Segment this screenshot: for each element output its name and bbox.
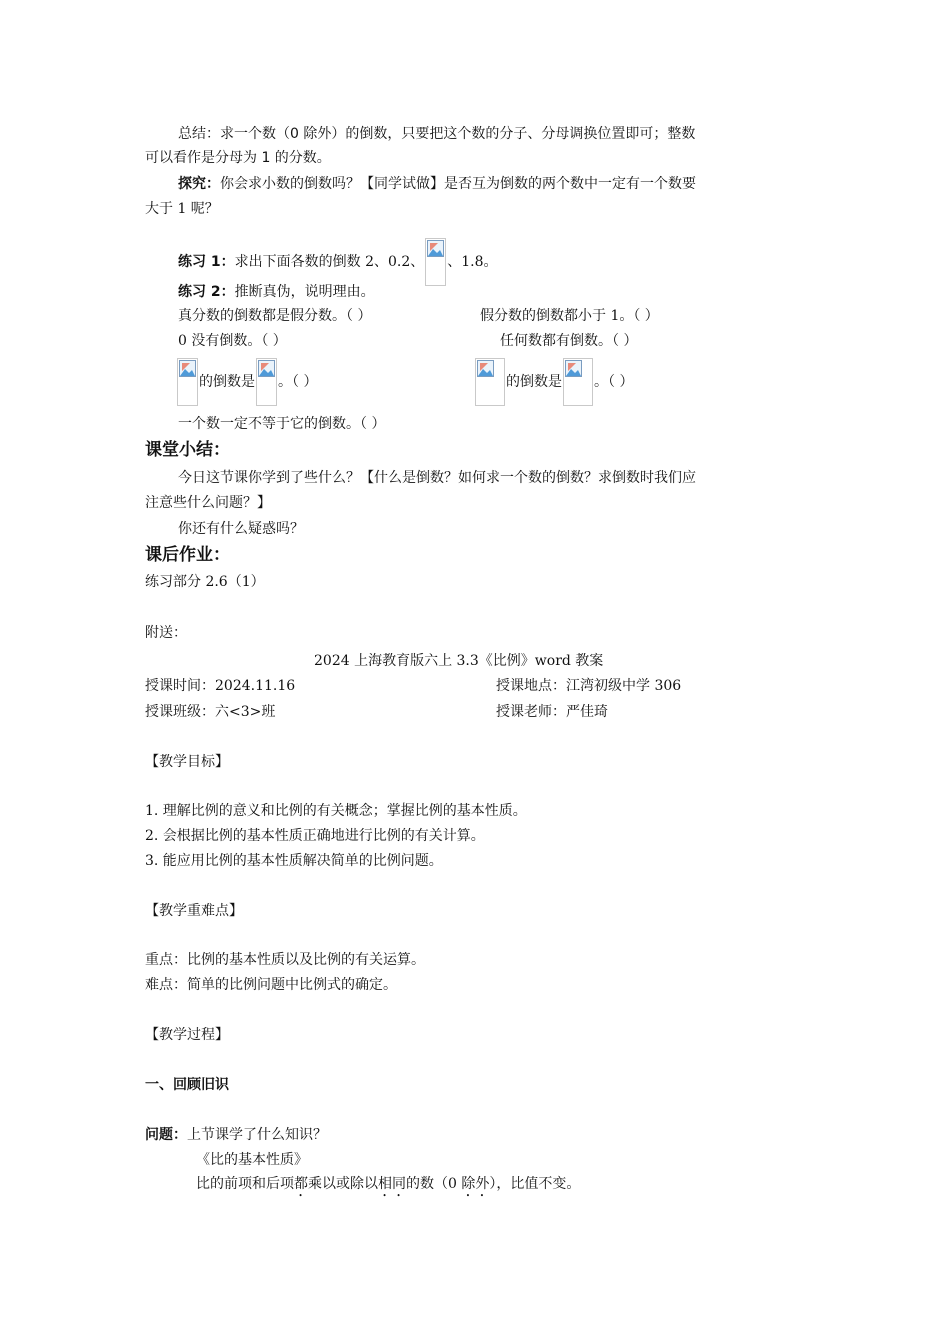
statement-5 bbox=[176, 358, 317, 406]
broken-image-icon bbox=[425, 238, 446, 286]
property-part: 的数（0 bbox=[406, 1176, 462, 1192]
explore-line-1 bbox=[178, 174, 696, 194]
summary-line-2: 可以看作是分母为 1 的分数。 bbox=[145, 150, 331, 166]
goal-item: 1. 理解比例的意义和比例的有关概念；掌握比例的基本性质。 bbox=[145, 803, 527, 819]
key-points-heading: 【教学重难点】 bbox=[145, 903, 243, 919]
goals-heading: 【教学目标】 bbox=[145, 754, 229, 770]
broken-image-icon bbox=[177, 358, 198, 406]
lesson-class: 授课班级：六<3>班 bbox=[145, 704, 276, 720]
question-text: 上节课学了什么知识？ bbox=[187, 1127, 327, 1143]
summary-text-1: 求一个数（0 除外）的倒数，只要把这个数的分子、分母调换位置即可；整数 bbox=[220, 126, 696, 142]
lesson-teacher: 授课老师：严佳琦 bbox=[496, 704, 608, 720]
key-point: 重点：比例的基本性质以及比例的有关运算。 bbox=[145, 952, 425, 968]
exercise-1-text-b: 、1.8。 bbox=[447, 254, 498, 270]
exercise-1-label: 练习 1： bbox=[178, 254, 235, 270]
appendix-label: 附送： bbox=[145, 625, 187, 641]
statement-2: 假分数的倒数都小于 1。（ ） bbox=[480, 308, 659, 324]
goal-item: 3. 能应用比例的基本性质解决简单的比例问题。 bbox=[145, 853, 443, 869]
property-part: ），比值不变。 bbox=[489, 1176, 581, 1192]
property-part: 比的前项和后项 bbox=[196, 1176, 294, 1192]
property-part: 乘以或除以 bbox=[308, 1176, 378, 1192]
lesson-time: 授课时间：2024.11.16 bbox=[145, 678, 296, 694]
statement-7: 一个数一定不等于它的倒数。（ ） bbox=[178, 416, 386, 432]
property-emphasis: 除外 bbox=[461, 1176, 490, 1192]
property-title: 《比的基本性质》 bbox=[196, 1152, 308, 1168]
homework-text: 练习部分 2.6（1） bbox=[145, 574, 265, 590]
class-summary-line-2: 注意些什么问题？】 bbox=[145, 495, 271, 511]
summary-line-1 bbox=[178, 124, 695, 144]
broken-image-icon bbox=[475, 358, 505, 406]
property-statement bbox=[196, 1172, 580, 1200]
process-heading: 【教学过程】 bbox=[145, 1027, 229, 1043]
summary-label: 总结： bbox=[178, 126, 220, 142]
explore-text-1: 你会求小数的倒数吗？【同学试做】是否互为倒数的两个数中一定有一个数要 bbox=[220, 176, 696, 192]
exercise-1-text-a: 求出下面各数的倒数 2、0.2、 bbox=[234, 254, 425, 270]
statement-1: 真分数的倒数都是假分数。（ ） bbox=[178, 308, 372, 324]
goal-item: 2. 会根据比例的基本性质正确地进行比例的有关计算。 bbox=[145, 828, 485, 844]
broken-image-icon bbox=[563, 358, 593, 406]
exercise-2-intro bbox=[178, 282, 375, 302]
explore-line-2: 大于 1 呢？ bbox=[145, 201, 219, 217]
class-summary-line-1: 今日这节课你学到了些什么？【什么是倒数？如何求一个数的倒数？求倒数时我们应 bbox=[178, 470, 696, 486]
class-summary-line-3: 你还有什么疑惑吗？ bbox=[178, 521, 304, 537]
question-label: 问题： bbox=[145, 1127, 187, 1143]
homework-heading: 课后作业： bbox=[145, 545, 230, 565]
exercise-2-intro-text: 推断真伪，说明理由。 bbox=[234, 284, 375, 300]
statement-3: 0 没有倒数。（ ） bbox=[178, 333, 287, 349]
statement-6-text-a: 的倒数是 bbox=[506, 374, 562, 390]
exercise-1 bbox=[178, 238, 498, 286]
review-heading: 一、回顾旧识 bbox=[145, 1077, 229, 1093]
property-emphasis: 相同 bbox=[378, 1176, 406, 1192]
class-summary-heading: 课堂小结： bbox=[145, 440, 230, 460]
statement-6 bbox=[474, 358, 633, 406]
difficult-point: 难点：简单的比例问题中比例式的确定。 bbox=[145, 977, 397, 993]
question-line bbox=[145, 1125, 327, 1145]
statement-5-text-b: 。（ ） bbox=[278, 374, 318, 390]
broken-image-icon bbox=[256, 358, 277, 406]
lesson-place: 授课地点：江湾初级中学 306 bbox=[496, 678, 682, 694]
property-emphasis: 都 bbox=[294, 1176, 308, 1192]
statement-6-text-b: 。（ ） bbox=[594, 374, 634, 390]
appendix-title: 2024 上海教育版六上 3.3《比例》word 教案 bbox=[314, 653, 604, 669]
exercise-2-label: 练习 2： bbox=[178, 284, 235, 300]
explore-label: 探究： bbox=[178, 176, 220, 192]
statement-4: 任何数都有倒数。（ ） bbox=[500, 333, 638, 349]
statement-5-text-a: 的倒数是 bbox=[199, 374, 255, 390]
